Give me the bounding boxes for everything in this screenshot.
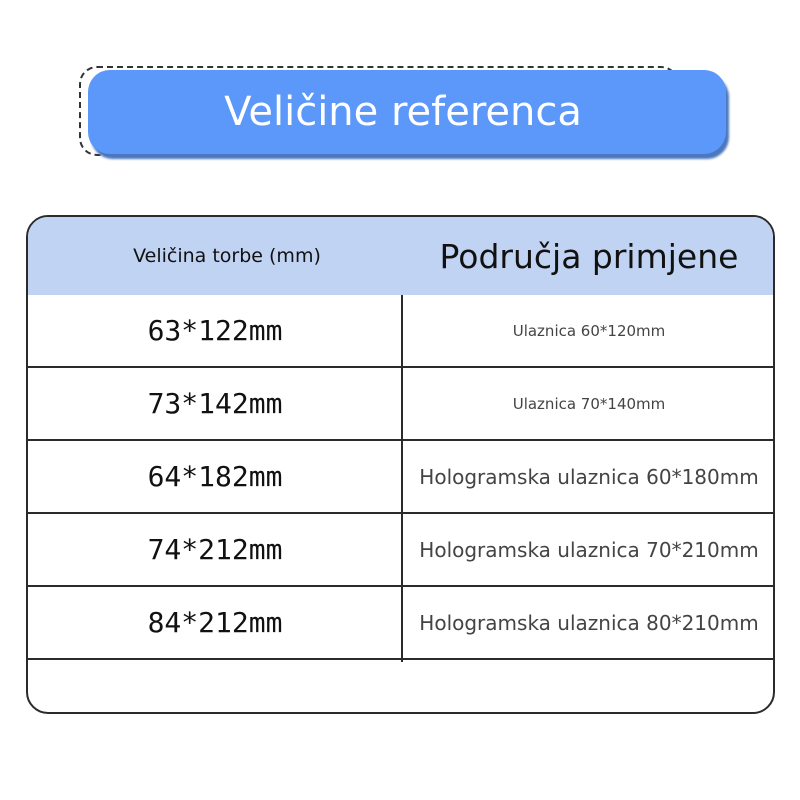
application-cell: Ulaznica 70*140mm [512, 394, 666, 413]
title-banner [88, 70, 726, 154]
page-title: Veličine referenca [224, 89, 582, 135]
header-bag-size: Veličina torbe (mm) [133, 245, 321, 267]
bag-size-cell: 64*182mm [147, 460, 283, 493]
size-reference-table [26, 215, 775, 714]
bag-size-cell: 63*122mm [147, 314, 283, 347]
table-header-row [28, 217, 773, 295]
column-divider [401, 295, 403, 662]
header-application-areas: Područja primjene [439, 236, 739, 276]
application-cell: Hologramska ulaznica 70*210mm [419, 537, 759, 562]
bag-size-cell: 73*142mm [147, 387, 283, 420]
application-cell: Hologramska ulaznica 60*180mm [419, 464, 759, 489]
application-cell: Ulaznica 60*120mm [512, 321, 666, 340]
application-cell: Hologramska ulaznica 80*210mm [419, 610, 759, 635]
bag-size-cell: 74*212mm [147, 533, 283, 566]
bag-size-cell: 84*212mm [147, 606, 283, 639]
